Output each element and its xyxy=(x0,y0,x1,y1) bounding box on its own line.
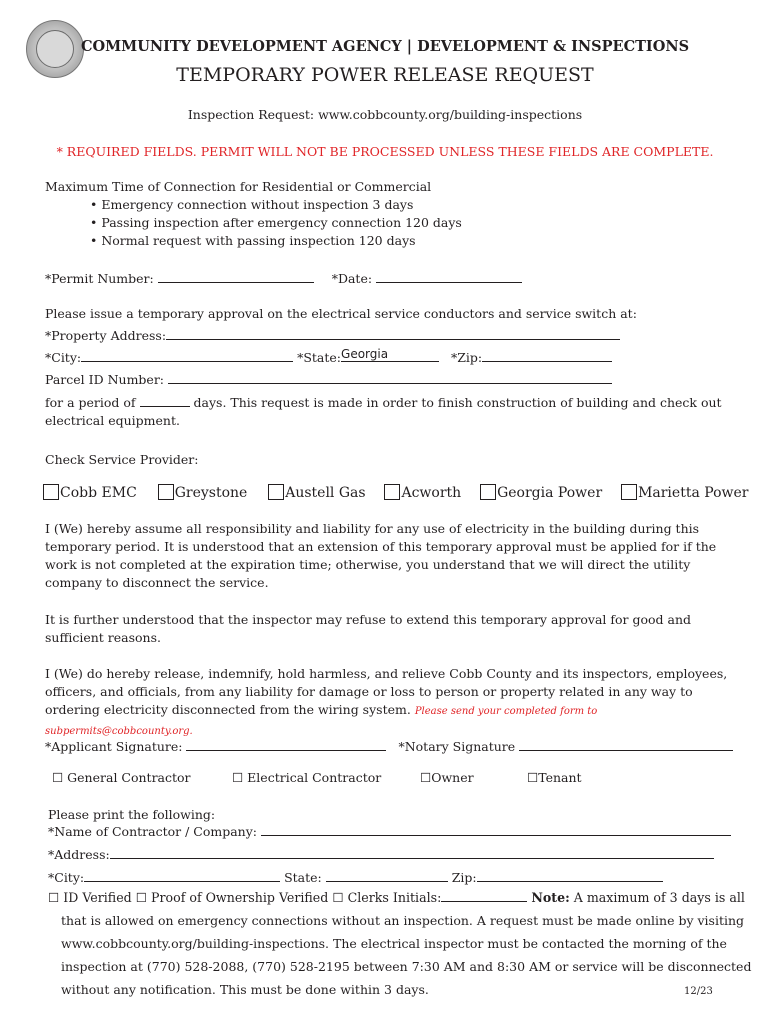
provider-option-label: Austell Gas xyxy=(285,485,366,501)
inspection-request-link[interactable]: Inspection Request: www.cobbcounty.org/building-inspections xyxy=(187,107,583,122)
role-general-contractor[interactable]: ☐ General Contractor xyxy=(52,770,191,785)
print-state-field[interactable] xyxy=(326,869,448,882)
address-row xyxy=(48,846,714,864)
period-line-2: electrical equipment. xyxy=(45,413,180,428)
date-label: *Date: xyxy=(331,271,373,286)
print-zip-label: Zip: xyxy=(451,870,477,885)
permit-number-row xyxy=(45,270,522,288)
print-city-field[interactable] xyxy=(84,869,280,882)
zip-field[interactable] xyxy=(482,349,612,362)
state-label: *State: xyxy=(297,350,342,365)
period-days-field[interactable] xyxy=(140,394,190,407)
property-intro: Please issue a temporary approval on the electrical service conductors and service switch at: xyxy=(45,306,637,321)
contractor-field[interactable] xyxy=(261,823,731,836)
agency-header: COMMUNITY DEVELOPMENT AGENCY | DEVELOPMENT & INSPECTIONS xyxy=(80,38,690,55)
send-form-note: Please send your completed form to subpermits@cobbcounty.org. xyxy=(45,706,598,737)
parcel-id-field[interactable] xyxy=(168,371,612,384)
id-verified-checkbox[interactable]: ☐ ID Verified xyxy=(48,890,132,905)
max-time-bullet-1: • Emergency connection without inspection 3 days xyxy=(90,197,414,212)
form-title: TEMPORARY POWER RELEASE REQUEST xyxy=(176,64,594,86)
refusal-paragraph: It is further understood that the inspector may refuse to extend this temporary approval for good and sufficient reasons. xyxy=(45,612,692,645)
office-use-row xyxy=(48,889,745,907)
period-row xyxy=(45,394,722,412)
address-field[interactable] xyxy=(110,846,714,859)
service-provider-options xyxy=(43,483,749,503)
provider-option-label: Georgia Power xyxy=(497,485,603,501)
provider-option-label: Greystone xyxy=(174,485,248,501)
provider-option-greystone[interactable] xyxy=(158,485,248,501)
liability-paragraph: I (We) hereby assume all responsibility and liability for any use of electricity in the building during this temporary period. It is understood that an extension of this temporary approval must be applied for if the work is not completed at the expiration time; otherwise, you understand that we will direct the utility company to disconnect the service. xyxy=(45,521,717,590)
print-heading: Please print the following: xyxy=(48,807,216,822)
parcel-id-label: Parcel ID Number: xyxy=(45,372,165,387)
period-suffix: days. This request is made in order to finish construction of building and check out xyxy=(193,395,722,410)
signature-row xyxy=(45,738,733,756)
state-value: Georgia xyxy=(341,347,389,361)
release-paragraph xyxy=(45,665,735,741)
provider-option-georgia-power[interactable] xyxy=(480,485,602,501)
print-state-label: State: xyxy=(284,870,322,885)
notary-signature-field[interactable] xyxy=(519,738,733,751)
note-text-4: inspection at (770) 528-2088, (770) 528-2195 between 7:30 AM and 8:30 AM or service will be disconnected xyxy=(61,959,752,974)
applicant-signature-field[interactable] xyxy=(186,738,386,751)
date-field[interactable] xyxy=(376,270,522,283)
parcel-id-row xyxy=(45,371,612,389)
checkbox-icon[interactable] xyxy=(43,484,59,500)
max-time-bullet-3: • Normal request with passing inspection 120 days xyxy=(90,233,416,248)
note-text-3: www.cobbcounty.org/building-inspections. The electrical inspector must be contacted the morning of the xyxy=(61,936,727,951)
role-owner[interactable]: ☐Owner xyxy=(420,770,474,785)
required-fields-notice: * REQUIRED FIELDS. PERMIT WILL NOT BE PROCESSED UNLESS THESE FIELDS ARE COMPLETE. xyxy=(56,144,714,159)
print-city-label: *City: xyxy=(48,870,85,885)
print-city-state-zip-row xyxy=(48,869,663,887)
note-text-1: A maximum of 3 days is all xyxy=(573,890,745,905)
provider-option-acworth[interactable] xyxy=(384,485,461,501)
property-address-row xyxy=(45,327,620,345)
max-time-bullet-2: • Passing inspection after emergency connection 120 days xyxy=(90,215,462,230)
release-text: I (We) do hereby release, indemnify, hold harmless, and relieve Cobb County and its inspectors, employees, officers, and officials, from any liability for damage or loss to person or property related in any way to ordering electricity disconnected from the wiring system. xyxy=(45,666,728,717)
period-prefix: for a period of xyxy=(45,395,136,410)
clerks-initials-checkbox[interactable]: ☐ Clerks Initials: xyxy=(332,890,442,905)
checkbox-icon[interactable] xyxy=(480,484,496,500)
permit-number-label: *Permit Number: xyxy=(45,271,154,286)
service-provider-label: Check Service Provider: xyxy=(45,452,199,467)
property-address-label: *Property Address: xyxy=(45,328,167,343)
checkbox-icon[interactable] xyxy=(384,484,400,500)
city-state-zip-row xyxy=(45,349,612,367)
applicant-signature-label: *Applicant Signature: xyxy=(45,739,183,754)
notary-signature-label: *Notary Signature xyxy=(398,739,516,754)
permit-number-field[interactable] xyxy=(158,270,314,283)
note-text-5: without any notification. This must be done within 3 days. xyxy=(61,982,429,997)
zip-label: *Zip: xyxy=(450,350,483,365)
checkbox-icon[interactable] xyxy=(158,484,174,500)
provider-option-cobb-emc[interactable] xyxy=(43,485,137,501)
role-tenant[interactable]: ☐Tenant xyxy=(527,770,582,785)
print-zip-field[interactable] xyxy=(477,869,663,882)
provider-option-label: Marietta Power xyxy=(638,485,749,501)
provider-option-austell-gas[interactable] xyxy=(268,485,365,501)
provider-option-label: Cobb EMC xyxy=(60,485,137,501)
note-text-2: that is allowed on emergency connections without an inspection. A request must be made online by visiting xyxy=(61,913,745,928)
provider-option-label: Acworth xyxy=(401,485,462,501)
note-label: Note: xyxy=(531,890,570,905)
contractor-label: *Name of Contractor / Company: xyxy=(48,824,257,839)
city-label: *City: xyxy=(45,350,82,365)
state-field[interactable] xyxy=(341,349,439,362)
checkbox-icon[interactable] xyxy=(268,484,284,500)
role-electrical-contractor[interactable]: ☐ Electrical Contractor xyxy=(232,770,382,785)
property-address-field[interactable] xyxy=(166,327,620,340)
clerks-initials-field[interactable] xyxy=(441,889,527,902)
checkbox-icon[interactable] xyxy=(621,484,637,500)
address-label: *Address: xyxy=(48,847,110,862)
city-field[interactable] xyxy=(81,349,293,362)
max-time-heading: Maximum Time of Connection for Residential or Commercial xyxy=(45,179,432,194)
provider-option-marietta-power[interactable] xyxy=(621,485,748,501)
contractor-row xyxy=(48,823,731,841)
revision-date: 12/23 xyxy=(684,986,713,997)
ownership-verified-checkbox[interactable]: ☐ Proof of Ownership Verified xyxy=(135,890,329,905)
